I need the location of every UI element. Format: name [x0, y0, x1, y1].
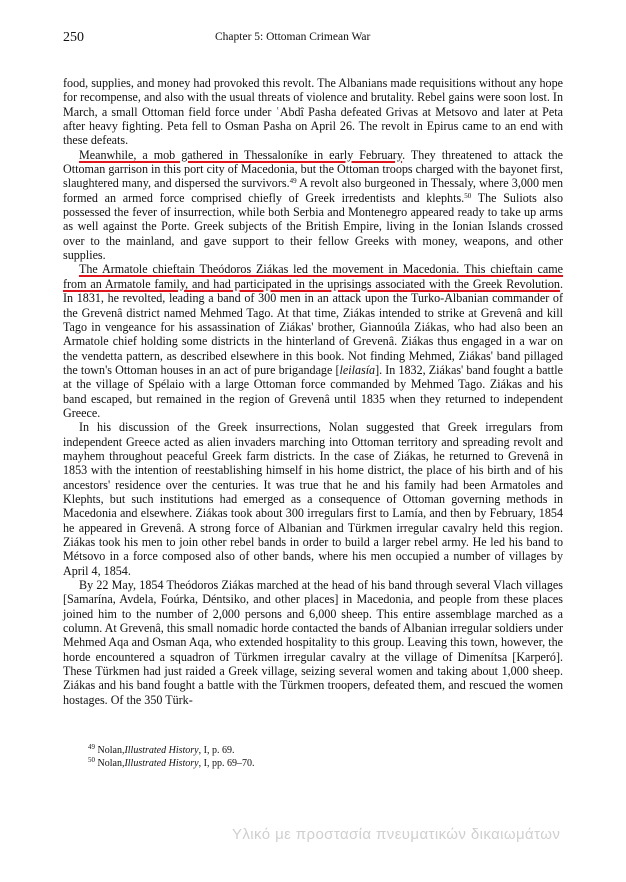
paragraph-2-text-c: The Suliots also possessed the fever of insurrection, while both Serbia and Montenegro appeared ready to take up arms as well against the Porte. Greek subjects of the British Empire, living in the Ionian Islands crossed over to the mainland, and gave support to their fellow Greeks with money, weapons, and other supplies.	[63, 190, 563, 263]
footnote-50	[88, 757, 508, 770]
footnote-number: 50	[88, 756, 95, 764]
paragraph-2-text-a: . They threatened to attack the Ottoman garrison in this port city of Macedonia, but the Ottoman troops charged with the bayonet first, slaughtered many, and dispersed the survivors.	[63, 147, 564, 191]
footnote-ref-50[interactable]: 50	[464, 191, 472, 200]
running-title: Chapter 5: Ottoman Crimean War	[215, 31, 371, 43]
paragraph-4: In his discussion of the Greek insurrections, Nolan suggested that Greek irregulars from independent Greece acted as alien invaders marching into Ottoman territory and spreading revolt and mayhem throughout peaceful Greek farm districts. In the case of Ziákas, he returned to Grevenâ in 1853 with the intention of reestablishing himself in his home district, the place of his birth and of his ancestors' residence over the centuries. It was true that he and his family had been Armatoles and Klephts, but such institutions had emerged as a consequence of Ottoman governing methods in Macedonia and elsewhere. Ziákas took about 300 irregulars first to Lamía, and then by February, 1854 he appeared in Grevenâ. A strong force of Albanian and Türkmen irregular cavalry held this region. Ziákas took his men to join other rebel bands in order to build a larger rebel army. He led his band to Métsovo in a force composed also of other bands, where his men occupied a number of villages by April 4, 1854.	[63, 420, 563, 578]
footnote-citation: , I, pp. 69–70.	[198, 758, 255, 769]
paragraph-2-text-b: A revolt also burgeoned in Thessaly, where 3,000 men formed an armed force comprised chiefly of Greek irredentists and klephts.	[63, 176, 563, 205]
paragraph-5: By 22 May, 1854 Theódoros Ziákas marched at the head of his band through several Vlach villages [Samarína, Avdela, Foúrka, Déntsiko, and other places] in Macedonia, and people from these places joined him to the number of 2,000 persons and 6,000 sheep. This entire assemblage marched as a column. At Grevenâ, this small nomadic horde contacted the bands of Albanian irregular soldiers under Mehmed Aqa and Osman Aqa, who extended hospitality to this group. Leaving this town, however, the horde encountered a squadron of Türkmen irregular cavalry at the village of Dimenítsa [Karperó]. These Türkmen had just raided a Greek village, seizing several women and taking about 1,000 sheep. Ziákas and his band fought a battle with the Türkmen troopers, defeated them, and rescued the women hostages. Of the 350 Türk-	[63, 578, 563, 707]
paragraph-3-text-b: ]. In 1832, Ziákas' band fought a battle at the village of Spélaio with a large Ottoman force commanded by Mehmed Tago. Ziákas and his band escaped, but remained in the region of Grevenâ until 1835 when they returned to independent Greece.	[63, 362, 563, 420]
footnote-ref-49[interactable]: 49	[289, 177, 297, 186]
copyright-watermark: Υλικό με προστασία πνευματικών δικαιωμάτων	[232, 826, 561, 843]
paragraph-1: food, supplies, and money had provoked this revolt. The Albanians made requisitions without any hope for recompense, and also with the usual threats of violence and brutality. Rebel gains were soon lost. In March, a small Ottoman field force under ʿAbdî Pasha defeated Grivas at Metsovo and later at Peta after heavy fighting. Peta fell to Osman Pasha on April 26. The revolt in Epirus came to an end with these defeats.	[63, 76, 563, 148]
footnote-author: Nolan,	[97, 745, 125, 756]
footnote-citation: , I, p. 69.	[198, 745, 235, 756]
footnote-title: Illustrated History	[124, 758, 199, 769]
footnotes	[88, 744, 508, 770]
footnote-title: Illustrated History	[124, 745, 199, 756]
footnote-number: 49	[88, 743, 95, 751]
page-number: 250	[63, 30, 84, 45]
page-header	[63, 30, 563, 50]
paragraph-2	[63, 148, 563, 263]
highlighted-text-1: Meanwhile, a mob gathered in Thessaloníke in early February	[79, 147, 403, 162]
footnote-author: Nolan,	[97, 758, 125, 769]
body-text	[63, 76, 563, 707]
paragraph-3-italic: leilasía	[339, 362, 376, 377]
paragraph-3-text-a: . In 1831, he revolted, leading a band of 300 men in an attack upon the Turko-Albanian commander of the Grevenâ district named Mehmed Tago. At that time, Ziákas intended to strike at Grevenâ and kill Tago in vengeance for his assassination of Ziákas' brother, Giannoúla Ziákas, who had also been an Armatole chief holding some districts in the hinterland of Grevenâ. Ziákas thus engaged in a war on the vendetta pattern, as described elsewhere in this book. Not finding Mehmed, Ziákas' band pillaged the town's Ottoman houses in an act of pure brigandage [	[63, 276, 563, 377]
paragraph-3	[63, 262, 563, 420]
footnote-49	[88, 744, 508, 757]
highlighted-text-2: The Armatole chieftain Theódoros Ziákas led the movement in Macedonia. This chieftain came from an Armatole family, and had participated in the uprisings associated with the Greek Revolution	[63, 262, 563, 291]
